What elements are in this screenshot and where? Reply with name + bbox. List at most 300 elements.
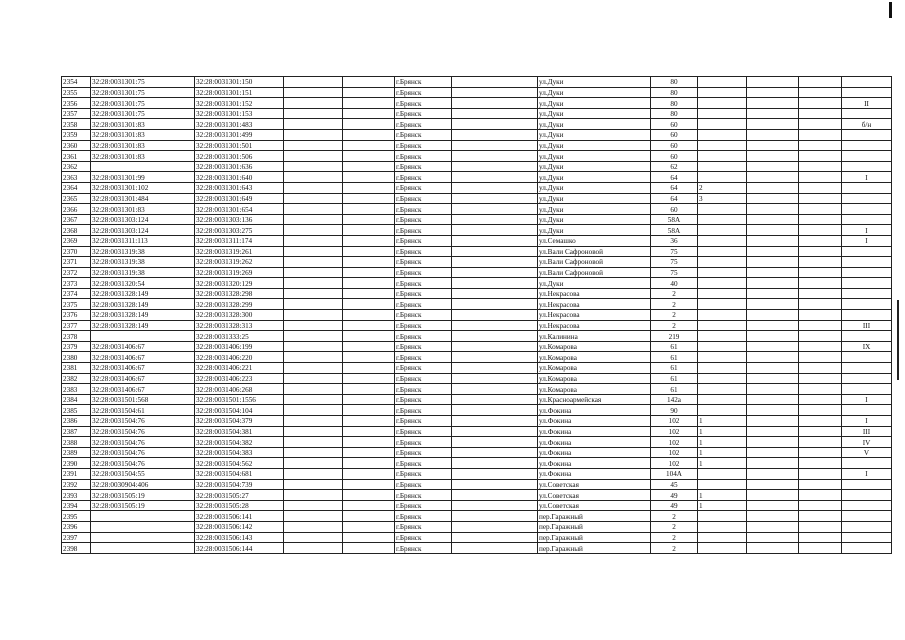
cadastral-number-cell: 32:28:0031328:313 xyxy=(195,320,284,331)
column-12-cell xyxy=(799,500,842,511)
house-number-cell: 49 xyxy=(651,500,698,511)
cadastral-number-cell: 32:28:0031505:28 xyxy=(195,500,284,511)
column-12-cell xyxy=(799,204,842,215)
street-cell: пер.Гаражный xyxy=(538,543,651,554)
city-cell: г.Брянск xyxy=(395,225,452,236)
table-row xyxy=(62,426,892,437)
city-cell: г.Брянск xyxy=(395,490,452,501)
column-5-cell xyxy=(343,331,395,342)
city-cell: г.Брянск xyxy=(395,235,452,246)
street-cell: ул.Советская xyxy=(538,479,651,490)
roman-numeral-cell xyxy=(842,129,892,140)
column-7-cell xyxy=(452,394,538,405)
street-cell: ул.Вали Сафроновой xyxy=(538,246,651,257)
column-4-cell xyxy=(284,405,343,416)
house-number-cell: 80 xyxy=(651,77,698,88)
column-4-cell xyxy=(284,416,343,427)
table-row xyxy=(62,500,892,511)
row-number-cell: 2363 xyxy=(62,172,91,183)
cadastral-number-cell: 32:28:0031319:261 xyxy=(195,246,284,257)
house-number-cell: 2 xyxy=(651,310,698,321)
table-row xyxy=(62,416,892,427)
table-row xyxy=(62,172,892,183)
street-cell: пер.Гаражный xyxy=(538,511,651,522)
street-cell: ул.Фокина xyxy=(538,426,651,437)
parent-cadastral-number-cell: 32:28:0031505:19 xyxy=(91,500,195,511)
column-5-cell xyxy=(343,140,395,151)
street-cell: ул.Дуки xyxy=(538,108,651,119)
column-11-cell xyxy=(747,532,799,543)
column-4-cell xyxy=(284,246,343,257)
column-10-cell xyxy=(698,119,747,130)
cadastral-number-cell: 32:28:0031333:25 xyxy=(195,331,284,342)
column-7-cell xyxy=(452,267,538,278)
column-7-cell xyxy=(452,310,538,321)
column-10-cell: 3 xyxy=(698,193,747,204)
table-row xyxy=(62,278,892,289)
column-4-cell xyxy=(284,129,343,140)
house-number-cell: 102 xyxy=(651,458,698,469)
house-number-cell: 60 xyxy=(651,204,698,215)
column-11-cell xyxy=(747,129,799,140)
roman-numeral-cell xyxy=(842,500,892,511)
row-number-cell: 2391 xyxy=(62,468,91,479)
city-cell: г.Брянск xyxy=(395,172,452,183)
street-cell: ул.Семашко xyxy=(538,235,651,246)
street-cell: ул.Дуки xyxy=(538,98,651,109)
city-cell: г.Брянск xyxy=(395,140,452,151)
column-7-cell xyxy=(452,257,538,268)
column-12-cell xyxy=(799,310,842,321)
column-5-cell xyxy=(343,119,395,130)
column-7-cell xyxy=(452,161,538,172)
column-10-cell xyxy=(698,373,747,384)
street-cell: ул.Фокина xyxy=(538,458,651,469)
house-number-cell: 2 xyxy=(651,288,698,299)
column-12-cell xyxy=(799,416,842,427)
table-row xyxy=(62,140,892,151)
row-number-cell: 2372 xyxy=(62,267,91,278)
row-number-cell: 2378 xyxy=(62,331,91,342)
row-number-cell: 2387 xyxy=(62,426,91,437)
column-11-cell xyxy=(747,341,799,352)
row-number-cell: 2386 xyxy=(62,416,91,427)
column-11-cell xyxy=(747,373,799,384)
table-row xyxy=(62,490,892,501)
table-row xyxy=(62,246,892,257)
roman-numeral-cell xyxy=(842,384,892,395)
row-number-cell: 2356 xyxy=(62,98,91,109)
column-10-cell xyxy=(698,98,747,109)
house-number-cell: 62 xyxy=(651,161,698,172)
city-cell: г.Брянск xyxy=(395,288,452,299)
column-7-cell xyxy=(452,426,538,437)
house-number-cell: 2 xyxy=(651,543,698,554)
cadastral-number-cell: 32:28:0031303:275 xyxy=(195,225,284,236)
column-7-cell xyxy=(452,214,538,225)
column-10-cell xyxy=(698,225,747,236)
column-7-cell xyxy=(452,384,538,395)
column-4-cell xyxy=(284,87,343,98)
table-row xyxy=(62,373,892,384)
column-5-cell xyxy=(343,193,395,204)
street-cell: ул.Красноармейская xyxy=(538,394,651,405)
column-7-cell xyxy=(452,405,538,416)
column-12-cell xyxy=(799,384,842,395)
column-4-cell xyxy=(284,458,343,469)
street-cell: ул.Комарова xyxy=(538,363,651,374)
city-cell: г.Брянск xyxy=(395,204,452,215)
street-cell: ул.Дуки xyxy=(538,204,651,215)
column-7-cell xyxy=(452,458,538,469)
column-4-cell xyxy=(284,331,343,342)
column-10-cell: 1 xyxy=(698,426,747,437)
row-number-cell: 2397 xyxy=(62,532,91,543)
column-7-cell xyxy=(452,235,538,246)
table-row xyxy=(62,437,892,448)
column-7-cell xyxy=(452,532,538,543)
city-cell: г.Брянск xyxy=(395,77,452,88)
street-cell: ул.Некрасова xyxy=(538,310,651,321)
column-4-cell xyxy=(284,182,343,193)
column-4-cell xyxy=(284,394,343,405)
cadastral-number-cell: 32:28:0031301:152 xyxy=(195,98,284,109)
parent-cadastral-number-cell: 32:28:0031504:61 xyxy=(91,405,195,416)
column-5-cell xyxy=(343,98,395,109)
city-cell: г.Брянск xyxy=(395,98,452,109)
column-7-cell xyxy=(452,172,538,183)
column-4-cell xyxy=(284,204,343,215)
column-7-cell xyxy=(452,278,538,289)
street-cell: ул.Некрасова xyxy=(538,288,651,299)
parent-cadastral-number-cell xyxy=(91,511,195,522)
column-11-cell xyxy=(747,119,799,130)
column-10-cell: 2 xyxy=(698,182,747,193)
column-7-cell xyxy=(452,129,538,140)
street-cell: ул.Комарова xyxy=(538,384,651,395)
column-4-cell xyxy=(284,500,343,511)
house-number-cell: 90 xyxy=(651,405,698,416)
cadastral-number-cell: 32:28:0031301:636 xyxy=(195,161,284,172)
column-11-cell xyxy=(747,182,799,193)
cadastral-number-cell: 32:28:0031301:150 xyxy=(195,77,284,88)
column-5-cell xyxy=(343,500,395,511)
column-4-cell xyxy=(284,161,343,172)
column-4-cell xyxy=(284,532,343,543)
city-cell: г.Брянск xyxy=(395,341,452,352)
column-7-cell xyxy=(452,341,538,352)
table-row xyxy=(62,161,892,172)
parent-cadastral-number-cell: 32:28:0031301:83 xyxy=(91,151,195,162)
column-11-cell xyxy=(747,405,799,416)
street-cell: ул.Фокина xyxy=(538,437,651,448)
column-7-cell xyxy=(452,151,538,162)
house-number-cell: 64 xyxy=(651,182,698,193)
roman-numeral-cell xyxy=(842,278,892,289)
column-12-cell xyxy=(799,426,842,437)
column-12-cell xyxy=(799,394,842,405)
parent-cadastral-number-cell: 32:28:0031406:67 xyxy=(91,384,195,395)
column-5-cell xyxy=(343,511,395,522)
table-row xyxy=(62,235,892,246)
roman-numeral-cell xyxy=(842,204,892,215)
column-12-cell xyxy=(799,77,842,88)
street-cell: ул.Комарова xyxy=(538,373,651,384)
column-12-cell xyxy=(799,151,842,162)
column-4-cell xyxy=(284,172,343,183)
column-5-cell xyxy=(343,288,395,299)
house-number-cell: 58А xyxy=(651,214,698,225)
column-11-cell xyxy=(747,479,799,490)
cadastral-number-cell: 32:28:0031301:483 xyxy=(195,119,284,130)
house-number-cell: 49 xyxy=(651,490,698,501)
column-4-cell xyxy=(284,373,343,384)
table-row xyxy=(62,341,892,352)
registry-rows xyxy=(62,77,892,554)
column-7-cell xyxy=(452,363,538,374)
column-12-cell xyxy=(799,320,842,331)
roman-numeral-cell: V xyxy=(842,447,892,458)
column-5-cell xyxy=(343,182,395,193)
cadastral-number-cell: 32:28:0031506:141 xyxy=(195,511,284,522)
row-number-cell: 2366 xyxy=(62,204,91,215)
street-cell: ул.Дуки xyxy=(538,182,651,193)
table-row xyxy=(62,129,892,140)
column-5-cell xyxy=(343,490,395,501)
house-number-cell: 2 xyxy=(651,299,698,310)
column-7-cell xyxy=(452,320,538,331)
column-11-cell xyxy=(747,193,799,204)
column-11-cell xyxy=(747,331,799,342)
row-number-cell: 2376 xyxy=(62,310,91,321)
parent-cadastral-number-cell: 32:28:0031320:54 xyxy=(91,278,195,289)
column-4-cell xyxy=(284,119,343,130)
column-5-cell xyxy=(343,384,395,395)
column-11-cell xyxy=(747,278,799,289)
row-number-cell: 2354 xyxy=(62,77,91,88)
roman-numeral-cell xyxy=(842,532,892,543)
column-12-cell xyxy=(799,182,842,193)
city-cell: г.Брянск xyxy=(395,193,452,204)
roman-numeral-cell xyxy=(842,140,892,151)
column-12-cell xyxy=(799,140,842,151)
parent-cadastral-number-cell: 32:28:0031406:67 xyxy=(91,373,195,384)
column-10-cell: 1 xyxy=(698,437,747,448)
table-row xyxy=(62,511,892,522)
roman-numeral-cell xyxy=(842,458,892,469)
cadastral-number-cell: 32:28:0031319:262 xyxy=(195,257,284,268)
cadastral-number-cell: 32:28:0031319:269 xyxy=(195,267,284,278)
column-10-cell xyxy=(698,267,747,278)
table-row xyxy=(62,468,892,479)
row-number-cell: 2395 xyxy=(62,511,91,522)
city-cell: г.Брянск xyxy=(395,299,452,310)
street-cell: ул.Дуки xyxy=(538,161,651,172)
house-number-cell: 45 xyxy=(651,479,698,490)
column-10-cell xyxy=(698,235,747,246)
column-7-cell xyxy=(452,193,538,204)
city-cell: г.Брянск xyxy=(395,151,452,162)
street-cell: ул.Фокина xyxy=(538,416,651,427)
house-number-cell: 64 xyxy=(651,193,698,204)
parent-cadastral-number-cell: 32:28:0031501:568 xyxy=(91,394,195,405)
house-number-cell: 61 xyxy=(651,341,698,352)
roman-numeral-cell xyxy=(842,214,892,225)
column-5-cell xyxy=(343,373,395,384)
street-cell: ул.Калинина xyxy=(538,331,651,342)
parent-cadastral-number-cell xyxy=(91,521,195,532)
column-11-cell xyxy=(747,521,799,532)
column-5-cell xyxy=(343,416,395,427)
column-10-cell: 1 xyxy=(698,447,747,458)
roman-numeral-cell xyxy=(842,77,892,88)
parent-cadastral-number-cell: 32:28:0031328:149 xyxy=(91,310,195,321)
column-11-cell xyxy=(747,214,799,225)
table-row xyxy=(62,384,892,395)
column-12-cell xyxy=(799,235,842,246)
table-row xyxy=(62,447,892,458)
column-11-cell xyxy=(747,299,799,310)
column-10-cell xyxy=(698,129,747,140)
row-number-cell: 2394 xyxy=(62,500,91,511)
parent-cadastral-number-cell: 32:28:0031328:149 xyxy=(91,299,195,310)
column-10-cell xyxy=(698,140,747,151)
street-cell: ул.Советская xyxy=(538,490,651,501)
parent-cadastral-number-cell: 32:28:0031504:55 xyxy=(91,468,195,479)
column-12-cell xyxy=(799,161,842,172)
column-10-cell: 1 xyxy=(698,416,747,427)
city-cell: г.Брянск xyxy=(395,108,452,119)
city-cell: г.Брянск xyxy=(395,500,452,511)
cadastral-number-cell: 32:28:0031506:144 xyxy=(195,543,284,554)
column-11-cell xyxy=(747,437,799,448)
row-number-cell: 2365 xyxy=(62,193,91,204)
column-4-cell xyxy=(284,363,343,374)
city-cell: г.Брянск xyxy=(395,532,452,543)
table-row xyxy=(62,532,892,543)
roman-numeral-cell: I xyxy=(842,468,892,479)
column-10-cell xyxy=(698,331,747,342)
cadastral-number-cell: 32:28:0031301:643 xyxy=(195,182,284,193)
column-10-cell xyxy=(698,214,747,225)
city-cell: г.Брянск xyxy=(395,543,452,554)
parent-cadastral-number-cell: 32:28:0031328:149 xyxy=(91,320,195,331)
roman-numeral-cell: I xyxy=(842,225,892,236)
column-5-cell xyxy=(343,468,395,479)
cadastral-number-cell: 32:28:0031406:199 xyxy=(195,341,284,352)
table-row xyxy=(62,479,892,490)
column-4-cell xyxy=(284,235,343,246)
column-12-cell xyxy=(799,543,842,554)
street-cell: ул.Комарова xyxy=(538,352,651,363)
column-4-cell xyxy=(284,193,343,204)
city-cell: г.Брянск xyxy=(395,394,452,405)
row-number-cell: 2371 xyxy=(62,257,91,268)
roman-numeral-cell: I xyxy=(842,394,892,405)
house-number-cell: 64 xyxy=(651,172,698,183)
city-cell: г.Брянск xyxy=(395,246,452,257)
column-10-cell xyxy=(698,161,747,172)
house-number-cell: 80 xyxy=(651,98,698,109)
roman-numeral-cell xyxy=(842,543,892,554)
roman-numeral-cell xyxy=(842,193,892,204)
column-7-cell xyxy=(452,479,538,490)
street-cell: ул.Вали Сафроновой xyxy=(538,257,651,268)
city-cell: г.Брянск xyxy=(395,87,452,98)
roman-numeral-cell xyxy=(842,352,892,363)
parent-cadastral-number-cell: 32:28:0031301:83 xyxy=(91,129,195,140)
roman-numeral-cell: IV xyxy=(842,437,892,448)
parent-cadastral-number-cell: 32:28:0031301:83 xyxy=(91,204,195,215)
column-5-cell xyxy=(343,532,395,543)
column-11-cell xyxy=(747,310,799,321)
column-11-cell xyxy=(747,416,799,427)
table-row xyxy=(62,363,892,374)
column-5-cell xyxy=(343,352,395,363)
column-7-cell xyxy=(452,490,538,501)
house-number-cell: 40 xyxy=(651,278,698,289)
parent-cadastral-number-cell: 32:28:0031319:38 xyxy=(91,246,195,257)
column-5-cell xyxy=(343,320,395,331)
cadastral-number-cell: 32:28:0031504:382 xyxy=(195,437,284,448)
column-10-cell xyxy=(698,394,747,405)
column-5-cell xyxy=(343,458,395,469)
table-row xyxy=(62,320,892,331)
row-number-cell: 2373 xyxy=(62,278,91,289)
column-11-cell xyxy=(747,384,799,395)
row-number-cell: 2360 xyxy=(62,140,91,151)
column-4-cell xyxy=(284,310,343,321)
column-7-cell xyxy=(452,331,538,342)
roman-numeral-cell xyxy=(842,373,892,384)
row-number-cell: 2357 xyxy=(62,108,91,119)
column-11-cell xyxy=(747,77,799,88)
row-number-cell: 2384 xyxy=(62,394,91,405)
cadastral-number-cell: 32:28:0031301:640 xyxy=(195,172,284,183)
row-number-cell: 2362 xyxy=(62,161,91,172)
column-11-cell xyxy=(747,151,799,162)
column-12-cell xyxy=(799,405,842,416)
column-7-cell xyxy=(452,500,538,511)
house-number-cell: 75 xyxy=(651,257,698,268)
city-cell: г.Брянск xyxy=(395,310,452,321)
column-10-cell xyxy=(698,77,747,88)
column-7-cell xyxy=(452,373,538,384)
cadastral-number-cell: 32:28:0031504:739 xyxy=(195,479,284,490)
column-4-cell xyxy=(284,288,343,299)
column-12-cell xyxy=(799,288,842,299)
roman-numeral-cell xyxy=(842,161,892,172)
column-11-cell xyxy=(747,394,799,405)
row-number-cell: 2385 xyxy=(62,405,91,416)
street-cell: ул.Дуки xyxy=(538,225,651,236)
roman-numeral-cell: II xyxy=(842,98,892,109)
street-cell: ул.Дуки xyxy=(538,172,651,183)
table-row xyxy=(62,267,892,278)
column-12-cell xyxy=(799,98,842,109)
column-12-cell xyxy=(799,129,842,140)
column-4-cell xyxy=(284,98,343,109)
column-11-cell xyxy=(747,161,799,172)
parent-cadastral-number-cell: 32:28:0031328:149 xyxy=(91,288,195,299)
row-number-cell: 2370 xyxy=(62,246,91,257)
column-4-cell xyxy=(284,352,343,363)
column-7-cell xyxy=(452,140,538,151)
column-10-cell xyxy=(698,521,747,532)
city-cell: г.Брянск xyxy=(395,119,452,130)
row-number-cell: 2389 xyxy=(62,447,91,458)
row-number-cell: 2390 xyxy=(62,458,91,469)
